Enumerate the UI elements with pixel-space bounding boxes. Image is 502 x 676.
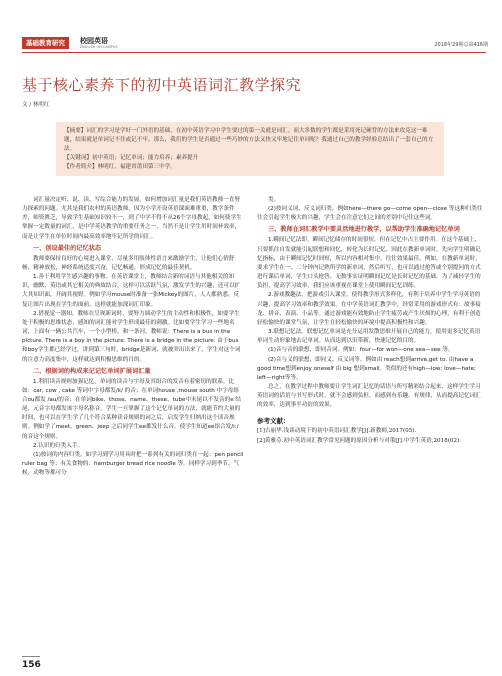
section-heading: 一、创设最佳的记忆状态 (33, 244, 102, 252)
abstract-summary: 【摘要】词汇的学习是学好一门外语的基础，在初中英语学习中学生要过的第一关就是词汇。而大多数的学生都是采用死记硬背的方法来攻克这一难题，结果就是单词记不住或记不牢。那么，我们的学生是否通过一些巧妙的方法又快又牢地记住单词呢？我通过自己的教学经验总结出了一套自己的方法。 (64, 128, 434, 152)
body-paragraph: 2.借视觉一器知。教师在呈现新词时，要努力调动学生的主动性和积极性，如要学生处于积极的思维状态，感知的词汇能对学生形成最佳的刺激。比如要学生学习一些地名词，上面有一辆公共汽车，一个小型桥，和一条河，教师说：There is a bus in the picture. There is a boy in the picture. There is a bridge in the picture. 由于bus 和boy学生都已经学过，讲到第三句时，bridge是新词，就被突出出来了，学生对这个词的注意力高度集中，这样就达到积极思维的目的。 (22, 310, 241, 363)
body-paragraph: 1.善于利用学生感兴趣的事物。在英语课堂上，教师结合新的词语与其他相关的知识，幽默、英语或其它相关的典故结合，这样可以活跃气氛，激发学生的兴趣，还可以扩大其知识面，开阔其视野。例如学习mouse时准备一张Mickey的图片，人人都熟悉，反复让图片出现在学生的面前，这样就能加深词汇印象。 (22, 274, 241, 308)
body-paragraph: 2.认识的归类入手。 (33, 442, 84, 449)
section-heading: 三、教师在词汇教学中要灵活地进行教学，以帮助学生准确地记忆单词 (268, 226, 460, 234)
abstract-keywords: 【关键词】初中英语；记忆单词；能力培养；素养提升 (64, 155, 199, 161)
journal-name: 校园英语 (80, 37, 108, 45)
body-paragraph: (2)按同义词、反义词归类，例如here—there go—come open—close 等这种归类往往会引起学生极大的兴趣，学生会在注意它们之间的差别中记住这些词。 (257, 206, 483, 222)
reference-item: [2]黄雅芬.初中英语词汇教学常见问题的原因分析与对策[J].中学生英语,2018(02). (257, 437, 461, 444)
body-paragraph: 总之，在教学过程中教师要让学生词汇记忆的话语与所写精彩结合起来，这样学生学习英语词的话语与书写形式时，就不会感到负担。而感到有乐趣、有规律，从而提高记忆词汇的效率，达到事半功倍的效果。 (257, 383, 481, 409)
reference-item: [1]吉丽华.浅谈动境下的初中英语词汇教学[J].新教师,2017(05). (257, 428, 417, 435)
abstract-box (56, 122, 444, 176)
page-number-rule (22, 656, 40, 657)
page-header (0, 0, 502, 56)
section-heading: 二、根据词的构成来记记忆单词扩展词汇量 (33, 367, 151, 375)
body-paragraph: (1)按词的内容归类。如学习到学习用具时把一系列有关的词归类在一起：pen pencil ruler bag 等；有关食物的：hamburger bread rice noodle 等。同样学习到季节、气候、动物等都可分 (22, 451, 244, 477)
abstract-author-info: 【作者简介】林明红，福建省莆田第三中学。 (64, 164, 176, 170)
left-column (22, 196, 244, 478)
body-paragraph: (2)音与义的联想，即同义、反义词等。例如由 reach想到arrive,get to. 由have a good time想到enjoy oneself 由 big 想到small。类似的还有high—low; love—hate; left—right等等。 (257, 356, 476, 381)
body-paragraph: 1.利用读音规则加强记忆。单词的读音与字母及其组合的发音有着密切的联系。比如：car, cow , cake 等词中字母都发/k/ 的音；在单词house ,mouse south 中字母组合ou都发 /au/的音；在单词bike、those、name、these、tube中末尾以不发音的e 结尾，元音字母都发该字母名称音。学生一旦掌握了这个记忆单词的方法，就能节约大量的时间，也可以在学生学了几个符合某种读音规则的词之后，启发学生归纳出这个读音规则。例如学了meet、green、jeep 之后同学生ee都发什么音，使学生知道ee组合发/i:/ 的音这个规则。 (22, 378, 242, 440)
body-paragraph: 类。 (268, 197, 280, 203)
body-paragraph: (1)音与音的联想，即同音词。例如：four—for won—one sea—see 等。 (268, 347, 454, 354)
article-author: 文 / 林明红 (22, 102, 50, 108)
references-heading: 参考文献： (257, 417, 290, 426)
issue-info: 2018年29期总第416期 (434, 42, 488, 48)
body-paragraph: 1.瞬间记忆法即。瞬间记忆储存的时间很短，但在记忆中占主要作用。在这个基础上，只要抓住自发就能引起联想和回忆，转化为长时记忆。因此在教新单词时，先向学生明确记忆指标，由于瞬间记忆时间短，所以内容相对集中，往往效果最佳。例如，在教新单词时，要求学生在一、二分钟内记熟所学的新单词，然后听写，也可以通过抢答或个别提问的方式进行课后单词，学生口头抢答。无数事实证明瞬间记忆是长时记忆的基础。为了减轻学生的负担，提高学习效率，我们应该重视在课堂上使用瞬间记忆训练。 (257, 237, 481, 290)
journal-subtitle: ENGLISH ON CAMPUS (80, 45, 118, 49)
page-number: 156 (22, 660, 41, 670)
article-title: 基于核心素养下的初中英语词汇教学探究 (22, 76, 302, 94)
body-paragraph: 3.联想记忆法。联想记忆单词是充分运用发散思维开展自己的能力，使用更多记忆英语单词生动形象地去记单词。从而达到以旧带新，快速记忆的目的。 (257, 329, 481, 345)
body-paragraph: 教师要保持良好的心境进入课堂，尽量多用肢体性语言来激励学生，让他们心情舒畅，精神放松，神经系统适度兴奋，记忆畅通，形成记忆的最佳契机。 (22, 255, 235, 271)
header-divider (22, 52, 486, 53)
right-column (257, 196, 485, 446)
section-tag: 基础教育研究 (22, 37, 69, 49)
body-paragraph: 2.游戏教趣法。把游戏引入课堂，使得教学形式多样化，有利于培养中学生学习英语的兴趣，提高学习效率和教学效果。在中学英语词汇教学中，经常采用的游戏形式有：故事接龙、拼音、表演、小品等。通过游戏能有效地防止学生疲劳或产生厌烦的心理，有利于创造轻松愉快的课堂气氛，让学生在轻松愉快的环境中提高积极性和兴趣。 (257, 292, 481, 326)
body-paragraph: 词汇量决定听、说、读、写综合能力的发展。如何增加词汇量是我们英语教师一直努力探索的问题。尤其是我们农村的英语教师，因为小学开设英语课面难重重，教学条件差，师资匮乏，导致学生基础知识较不一，到了中学不得不从26个字母教起，如何使学生掌握一定数量的词汇，是中学英语教学的重要任务之一，当然不是让学生用时间补效率，而是让学生在单位时间内最高效率地牢记所学的词汇。 (22, 197, 242, 240)
